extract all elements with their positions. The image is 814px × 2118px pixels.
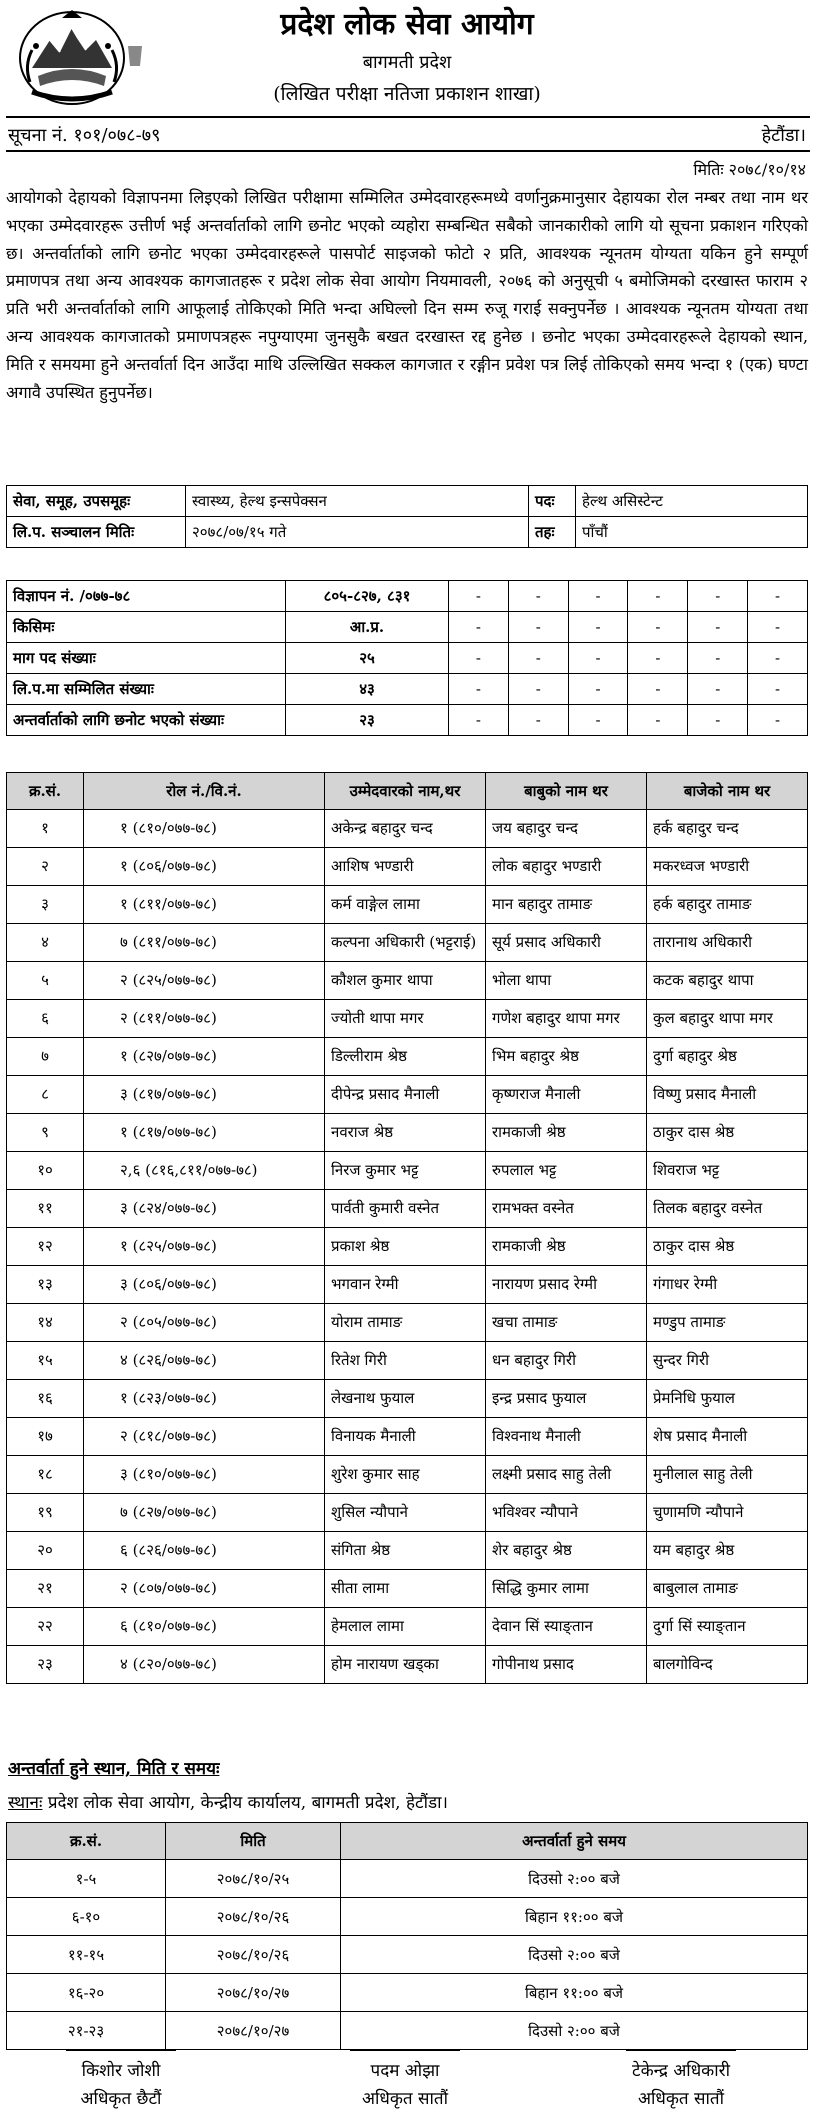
serial-number: ३ (7, 886, 84, 924)
father-name: रुपलाल भट्ट (486, 1152, 647, 1190)
schedule-range: १-५ (7, 1860, 166, 1898)
father-name: इन्द्र प्रसाद फुयाल (486, 1380, 647, 1418)
grandfather-name: दुर्गा बहादुर श्रेष्ठ (647, 1038, 808, 1076)
table-row (7, 1228, 808, 1266)
candidate-name: रितेश गिरी (325, 1342, 486, 1380)
father-name: रामकाजी श्रेष्ठ (486, 1228, 647, 1266)
candidate-name: योराम तामाङ (325, 1304, 486, 1342)
roll-number: ३ (८१७/०७७-७८) (84, 1076, 325, 1114)
table-row (7, 1152, 808, 1190)
table-row (7, 1974, 808, 2012)
father-name: कृष्णराज मैनाली (486, 1076, 647, 1114)
roll-number: १ (८११/०७७-७८) (84, 886, 325, 924)
table-row (7, 1342, 808, 1380)
serial-number: ६ (7, 1000, 84, 1038)
candidate-name: अकेन्द्र बहादुर चन्द (325, 810, 486, 848)
table-row (7, 1860, 808, 1898)
post-info-table (6, 485, 808, 548)
advert-label: विज्ञापन नं. /०७७-७८ (7, 581, 286, 612)
father-name: विश्वनाथ मैनाली (486, 1418, 647, 1456)
notice-body: आयोगको देहायको विज्ञापनमा लिइएको लिखित परीक्षामा सम्मिलित उम्मेदवारहरूमध्ये वर्णानुक्रमानुसार देहायका रोल नम्बर तथा नाम थर भएका उम्मेदवारहरू उत्तीर्ण भई अन्तर्वार्ताको लागि छनोट भएको व्यहोरा सम्बन्धित सबैको जानकारीको लागि यो सूचना प्रकाशन गरिएको छ। अन्तर्वार्ताको लागि छनोट भएका उम्मेदवारहरूले पासपोर्ट साइजको फोटो २ प्रति, आवश्यक न्यूनतम योग्यता यकिन हुने सम्पूर्ण प्रमाणपत्र तथा अन्य आवश्यक कागजातहरू र प्रदेश लोक सेवा आयोग नियमावली, २०७६ को अनुसूची ५ बमोजिमको दरखास्त फाराम २ प्रति भरी अन्तर्वार्ताको लागि आफूलाई तोकिएको मिति भन्दा अघिल्लो दिन सम्म रुजू गराई सक्नुपर्नेछ । आवश्यक न्यूनतम योग्यता तथा अन्य आवश्यक कागजातको प्रमाणपत्रहरू नपुग्याएमा जुनसुकै बखत दरखास्त रद्द हुनेछ । छनोट भएका उम्मेदवारहरूले देहायको स्थान, मिति र समयमा हुने अन्तर्वार्ता दिन आउँदा माथि उल्लिखित सक्कल कागजात र रङ्गीन प्रवेश पत्र लिई तोकिएको समय भन्दा १ (एक) घण्टा अगावै उपस्थित हुनुपर्नेछ। (6, 188, 808, 402)
exam-date-label: लि.प. सञ्चालन मितिः (7, 517, 186, 548)
advert-label: किसिमः (7, 612, 286, 643)
advertisement-table (6, 580, 808, 736)
sched-header-date: मिति (166, 1823, 341, 1860)
notice-divider (6, 150, 810, 152)
grandfather-name: ठाकुर दास श्रेष्ठ (647, 1114, 808, 1152)
advert-empty-cell: - (449, 674, 509, 705)
col-header-sn: क्र.सं. (7, 773, 84, 810)
roll-number: १ (८०६/०७७-७८) (84, 848, 325, 886)
father-name: सिद्धि कुमार लामा (486, 1570, 647, 1608)
signature-block-2 (280, 2050, 530, 2113)
schedule-range: २१-२३ (7, 2012, 166, 2050)
advert-empty-cell: - (508, 643, 568, 674)
advert-row (7, 705, 808, 736)
grandfather-name: मकरध्वज भण्डारी (647, 848, 808, 886)
advert-label: लि.प.मा सम्मिलित संख्याः (7, 674, 286, 705)
candidate-name: भगवान रेग्मी (325, 1266, 486, 1304)
advert-empty-cell: - (688, 674, 748, 705)
roll-number: १ (८२७/०७७-७८) (84, 1038, 325, 1076)
info-row (7, 517, 808, 548)
father-name: खचा तामाङ (486, 1304, 647, 1342)
sched-header-time: अन्तर्वार्ता हुने समय (341, 1823, 808, 1860)
advert-empty-cell: - (748, 581, 808, 612)
table-row (7, 1898, 808, 1936)
table-row (7, 962, 808, 1000)
advert-empty-cell: - (748, 705, 808, 736)
advert-empty-cell: - (628, 581, 688, 612)
roll-number: २,६ (८१६,८११/०७७-७८) (84, 1152, 325, 1190)
table-row (7, 1000, 808, 1038)
candidate-name: संगिता श्रेष्ठ (325, 1532, 486, 1570)
signatory-name: किशोर जोशी (81, 2061, 161, 2081)
serial-number: १४ (7, 1304, 84, 1342)
signature-block-3 (556, 2050, 806, 2113)
roll-number: ३ (८०६/०७७-७८) (84, 1266, 325, 1304)
serial-number: १० (7, 1152, 84, 1190)
advert-row (7, 643, 808, 674)
advert-empty-cell: - (508, 674, 568, 705)
candidate-name: पार्वती कुमारी वस्नेत (325, 1190, 486, 1228)
roll-number: १ (८१०/०७७-७८) (84, 810, 325, 848)
advert-empty-cell: - (449, 643, 509, 674)
table-row (7, 1418, 808, 1456)
sched-header-sn: क्र.सं. (7, 1823, 166, 1860)
province-name: बागमती प्रदेश (362, 52, 452, 73)
serial-number: २२ (7, 1608, 84, 1646)
serial-number: १७ (7, 1418, 84, 1456)
interview-place-value: प्रदेश लोक सेवा आयोग, केन्द्रीय कार्यालय, बागमती प्रदेश, हेटौंडा। (47, 1793, 448, 1813)
schedule-date: २०७८/१०/२६ (166, 1936, 341, 1974)
grandfather-name: दुर्गा सिं स्याङ्तान (647, 1608, 808, 1646)
table-row (7, 1076, 808, 1114)
table-row (7, 1380, 808, 1418)
schedule-time: बिहान ११:०० बजे (341, 1898, 808, 1936)
interview-schedule-table (6, 1822, 808, 2050)
father-name: रामकाजी श्रेष्ठ (486, 1114, 647, 1152)
advert-empty-cell: - (748, 643, 808, 674)
serial-number: १३ (7, 1266, 84, 1304)
candidate-name: ज्योती थापा मगर (325, 1000, 486, 1038)
grandfather-name: हर्क बहादुर चन्द (647, 810, 808, 848)
commission-title: प्रदेश लोक सेवा आयोग (280, 7, 534, 42)
advert-empty-cell: - (688, 581, 748, 612)
interview-place-label: स्थानः (8, 1793, 43, 1813)
candidate-name: विनायक मैनाली (325, 1418, 486, 1456)
candidate-name: दीपेन्द्र प्रसाद मैनाली (325, 1076, 486, 1114)
serial-number: २ (7, 848, 84, 886)
candidate-name: कौशल कुमार थापा (325, 962, 486, 1000)
grandfather-name: चुणामणि न्यौपाने (647, 1494, 808, 1532)
col-header-grandfather: बाजेको नाम थर (647, 773, 808, 810)
advert-empty-cell: - (628, 643, 688, 674)
grandfather-name: हर्क बहादुर तामाङ (647, 886, 808, 924)
candidate-name: नवराज श्रेष्ठ (325, 1114, 486, 1152)
father-name: सूर्य प्रसाद अधिकारी (486, 924, 647, 962)
post-label: पदः (529, 486, 576, 517)
father-name: लक्ष्मी प्रसाद साहु तेली (486, 1456, 647, 1494)
grandfather-name: ठाकुर दास श्रेष्ठ (647, 1228, 808, 1266)
roll-number: ४ (८२६/०७७-७८) (84, 1342, 325, 1380)
grandfather-name: विष्णु प्रसाद मैनाली (647, 1076, 808, 1114)
roll-number: २ (८०७/०७७-७८) (84, 1570, 325, 1608)
signature-block-1 (0, 2050, 246, 2113)
table-row (7, 1494, 808, 1532)
advert-empty-cell: - (449, 612, 509, 643)
advert-empty-cell: - (568, 581, 628, 612)
roll-number: १ (८२५/०७७-७८) (84, 1228, 325, 1266)
schedule-time: दिउसो २:०० बजे (341, 1936, 808, 1974)
advert-empty-cell: - (449, 705, 509, 736)
table-row (7, 1936, 808, 1974)
father-name: गणेश बहादुर थापा मगर (486, 1000, 647, 1038)
roll-number: ६ (८२६/०७७-७८) (84, 1532, 325, 1570)
table-row (7, 810, 808, 848)
service-value: स्वास्थ्य, हेल्थ इन्सपेक्सन (186, 486, 529, 517)
advert-empty-cell: - (568, 674, 628, 705)
table-row (7, 1114, 808, 1152)
serial-number: ९ (7, 1114, 84, 1152)
father-name: भविश्वर न्यौपाने (486, 1494, 647, 1532)
father-name: मान बहादुर तामाङ (486, 886, 647, 924)
roll-number: ७ (८११/०७७-७८) (84, 924, 325, 962)
interview-heading: अन्तर्वार्ता हुने स्थान, मिति र समयः (8, 1759, 220, 1779)
advert-empty-cell: - (508, 705, 568, 736)
serial-number: २१ (7, 1570, 84, 1608)
candidate-name: प्रकाश श्रेष्ठ (325, 1228, 486, 1266)
signatory-name: टेकेन्द्र अधिकारी (632, 2061, 730, 2081)
signature-line (66, 2050, 176, 2051)
candidate-name: शुरेश कुमार साह (325, 1456, 486, 1494)
roll-number: ७ (८२७/०७७-७८) (84, 1494, 325, 1532)
advert-empty-cell: - (508, 581, 568, 612)
serial-number: १२ (7, 1228, 84, 1266)
roll-number: ३ (८२४/०७७-७८) (84, 1190, 325, 1228)
father-name: भिम बहादुर श्रेष्ठ (486, 1038, 647, 1076)
table-row (7, 848, 808, 886)
schedule-date: २०७८/१०/२७ (166, 2012, 341, 2050)
schedule-date: २०७८/१०/२६ (166, 1898, 341, 1936)
father-name: गोपीनाथ प्रसाद (486, 1646, 647, 1684)
info-row (7, 486, 808, 517)
candidate-name: हेमलाल लामा (325, 1608, 486, 1646)
table-row (7, 1038, 808, 1076)
advert-value: २५ (286, 643, 449, 674)
roll-number: ४ (८२०/०७७-७८) (84, 1646, 325, 1684)
col-header-father: बाबुको नाम थर (486, 773, 647, 810)
table-row (7, 1532, 808, 1570)
exam-date-value: २०७८/०७/१५ गते (186, 517, 529, 548)
advert-row (7, 674, 808, 705)
candidate-name: निरज कुमार भट्ट (325, 1152, 486, 1190)
candidate-name: सीता लामा (325, 1570, 486, 1608)
signatory-title: अधिकृत छैटौं (80, 2089, 162, 2109)
schedule-time: दिउसो २:०० बजे (341, 2012, 808, 2050)
advert-empty-cell: - (688, 705, 748, 736)
col-header-name: उम्मेदवारको नाम,थर (325, 773, 486, 810)
father-name: रामभक्त वस्नेत (486, 1190, 647, 1228)
table-row (7, 1190, 808, 1228)
advert-row (7, 612, 808, 643)
table-row (7, 1646, 808, 1684)
notice-place: हेटौंडा। (761, 125, 806, 146)
roll-number: २ (८०५/०७७-७८) (84, 1304, 325, 1342)
signature-line (626, 2050, 736, 2051)
table-row (7, 924, 808, 962)
candidate-name: शुसिल न्यौपाने (325, 1494, 486, 1532)
advert-label: माग पद संख्याः (7, 643, 286, 674)
advert-empty-cell: - (568, 612, 628, 643)
serial-number: ७ (7, 1038, 84, 1076)
candidate-name: लेखनाथ फुयाल (325, 1380, 486, 1418)
level-value: पाँचौं (576, 517, 808, 548)
advert-empty-cell: - (688, 612, 748, 643)
father-name: भोला थापा (486, 962, 647, 1000)
roll-number: १ (८१७/०७७-७८) (84, 1114, 325, 1152)
grandfather-name: शेष प्रसाद मैनाली (647, 1418, 808, 1456)
father-name: जय बहादुर चन्द (486, 810, 647, 848)
schedule-range: ६-१० (7, 1898, 166, 1936)
father-name: देवान सिं स्याङ्तान (486, 1608, 647, 1646)
serial-number: ५ (7, 962, 84, 1000)
advert-empty-cell: - (568, 705, 628, 736)
father-name: लोक बहादुर भण्डारी (486, 848, 647, 886)
advert-empty-cell: - (449, 581, 509, 612)
level-label: तहः (529, 517, 576, 548)
grandfather-name: शिवराज भट्ट (647, 1152, 808, 1190)
table-row (7, 1266, 808, 1304)
signatory-name: पदम ओझा (370, 2061, 440, 2081)
roll-number: ३ (८१०/०७७-७८) (84, 1456, 325, 1494)
schedule-range: १६-२० (7, 1974, 166, 2012)
candidate-name: डिल्लीराम श्रेष्ठ (325, 1038, 486, 1076)
advert-empty-cell: - (628, 612, 688, 643)
header-divider (6, 116, 810, 118)
grandfather-name: सुन्दर गिरी (647, 1342, 808, 1380)
grandfather-name: प्रेमनिधि फुयाल (647, 1380, 808, 1418)
advert-empty-cell: - (568, 643, 628, 674)
schedule-range: ११-१५ (7, 1936, 166, 1974)
serial-number: ८ (7, 1076, 84, 1114)
serial-number: ११ (7, 1190, 84, 1228)
father-name: धन बहादुर गिरी (486, 1342, 647, 1380)
grandfather-name: यम बहादुर श्रेष्ठ (647, 1532, 808, 1570)
candidate-name: आशिष भण्डारी (325, 848, 486, 886)
results-header-row (7, 773, 808, 810)
serial-number: १५ (7, 1342, 84, 1380)
serial-number: १९ (7, 1494, 84, 1532)
serial-number: २० (7, 1532, 84, 1570)
notice-number: सूचना नं. १०१/०७८-७९ (8, 125, 161, 146)
advert-empty-cell: - (748, 612, 808, 643)
advert-empty-cell: - (508, 612, 568, 643)
advert-value: आ.प्र. (286, 612, 449, 643)
schedule-time: बिहान ११:०० बजे (341, 1974, 808, 2012)
roll-number: २ (८१८/०७७-७८) (84, 1418, 325, 1456)
col-header-roll: रोल नं./वि.नं. (84, 773, 325, 810)
service-label: सेवा, समूह, उपसमूहः (7, 486, 186, 517)
serial-number: १८ (7, 1456, 84, 1494)
page-header (0, 0, 814, 116)
notice-date: मितिः २०७८/१०/१४ (693, 160, 806, 179)
section-name: (लिखित परीक्षा नतिजा प्रकाशन शाखा) (273, 83, 541, 105)
grandfather-name: तारानाथ अधिकारी (647, 924, 808, 962)
serial-number: ४ (7, 924, 84, 962)
table-row (7, 1570, 808, 1608)
table-row (7, 2012, 808, 2050)
advert-row (7, 581, 808, 612)
advert-empty-cell: - (688, 643, 748, 674)
grandfather-name: बालगोविन्द (647, 1646, 808, 1684)
grandfather-name: बाबुलाल तामाङ (647, 1570, 808, 1608)
grandfather-name: मुनीलाल साहु तेली (647, 1456, 808, 1494)
advert-value: ८०५-८२७, ८३१ (286, 581, 449, 612)
schedule-date: २०७८/१०/२५ (166, 1860, 341, 1898)
table-row (7, 1456, 808, 1494)
father-name: नारायण प्रसाद रेग्मी (486, 1266, 647, 1304)
table-row (7, 1608, 808, 1646)
roll-number: १ (८२३/०७७-७८) (84, 1380, 325, 1418)
schedule-header-row (7, 1823, 808, 1860)
grandfather-name: गंगाधर रेग्मी (647, 1266, 808, 1304)
serial-number: २३ (7, 1646, 84, 1684)
candidate-name: कल्पना अधिकारी (भट्टराई) (325, 924, 486, 962)
advert-empty-cell: - (748, 674, 808, 705)
signatory-title: अधिकृत सातौं (362, 2089, 448, 2109)
table-row (7, 886, 808, 924)
grandfather-name: कुल बहादुर थापा मगर (647, 1000, 808, 1038)
results-table (6, 772, 808, 1684)
serial-number: १ (7, 810, 84, 848)
grandfather-name: मण्डुप तामाङ (647, 1304, 808, 1342)
interview-place (8, 1790, 448, 1813)
serial-number: १६ (7, 1380, 84, 1418)
signature-line (350, 2050, 460, 2051)
father-name: शेर बहादुर श्रेष्ठ (486, 1532, 647, 1570)
candidate-name: कर्म वाङ्गेल लामा (325, 886, 486, 924)
advert-label: अन्तर्वार्ताको लागि छनोट भएको संख्याः (7, 705, 286, 736)
advert-empty-cell: - (628, 674, 688, 705)
signatory-title: अधिकृत सातौं (638, 2089, 724, 2109)
table-row (7, 1304, 808, 1342)
advert-value: २३ (286, 705, 449, 736)
roll-number: २ (८११/०७७-७८) (84, 1000, 325, 1038)
candidate-name: होम नारायण खड्का (325, 1646, 486, 1684)
schedule-time: दिउसो २:०० बजे (341, 1860, 808, 1898)
grandfather-name: कटक बहादुर थापा (647, 962, 808, 1000)
roll-number: २ (८२५/०७७-७८) (84, 962, 325, 1000)
schedule-date: २०७८/१०/२७ (166, 1974, 341, 2012)
grandfather-name: तिलक बहादुर वस्नेत (647, 1190, 808, 1228)
post-value: हेल्थ असिस्टेन्ट (576, 486, 808, 517)
advert-value: ४३ (286, 674, 449, 705)
advert-empty-cell: - (628, 705, 688, 736)
roll-number: ६ (८१०/०७७-७८) (84, 1608, 325, 1646)
